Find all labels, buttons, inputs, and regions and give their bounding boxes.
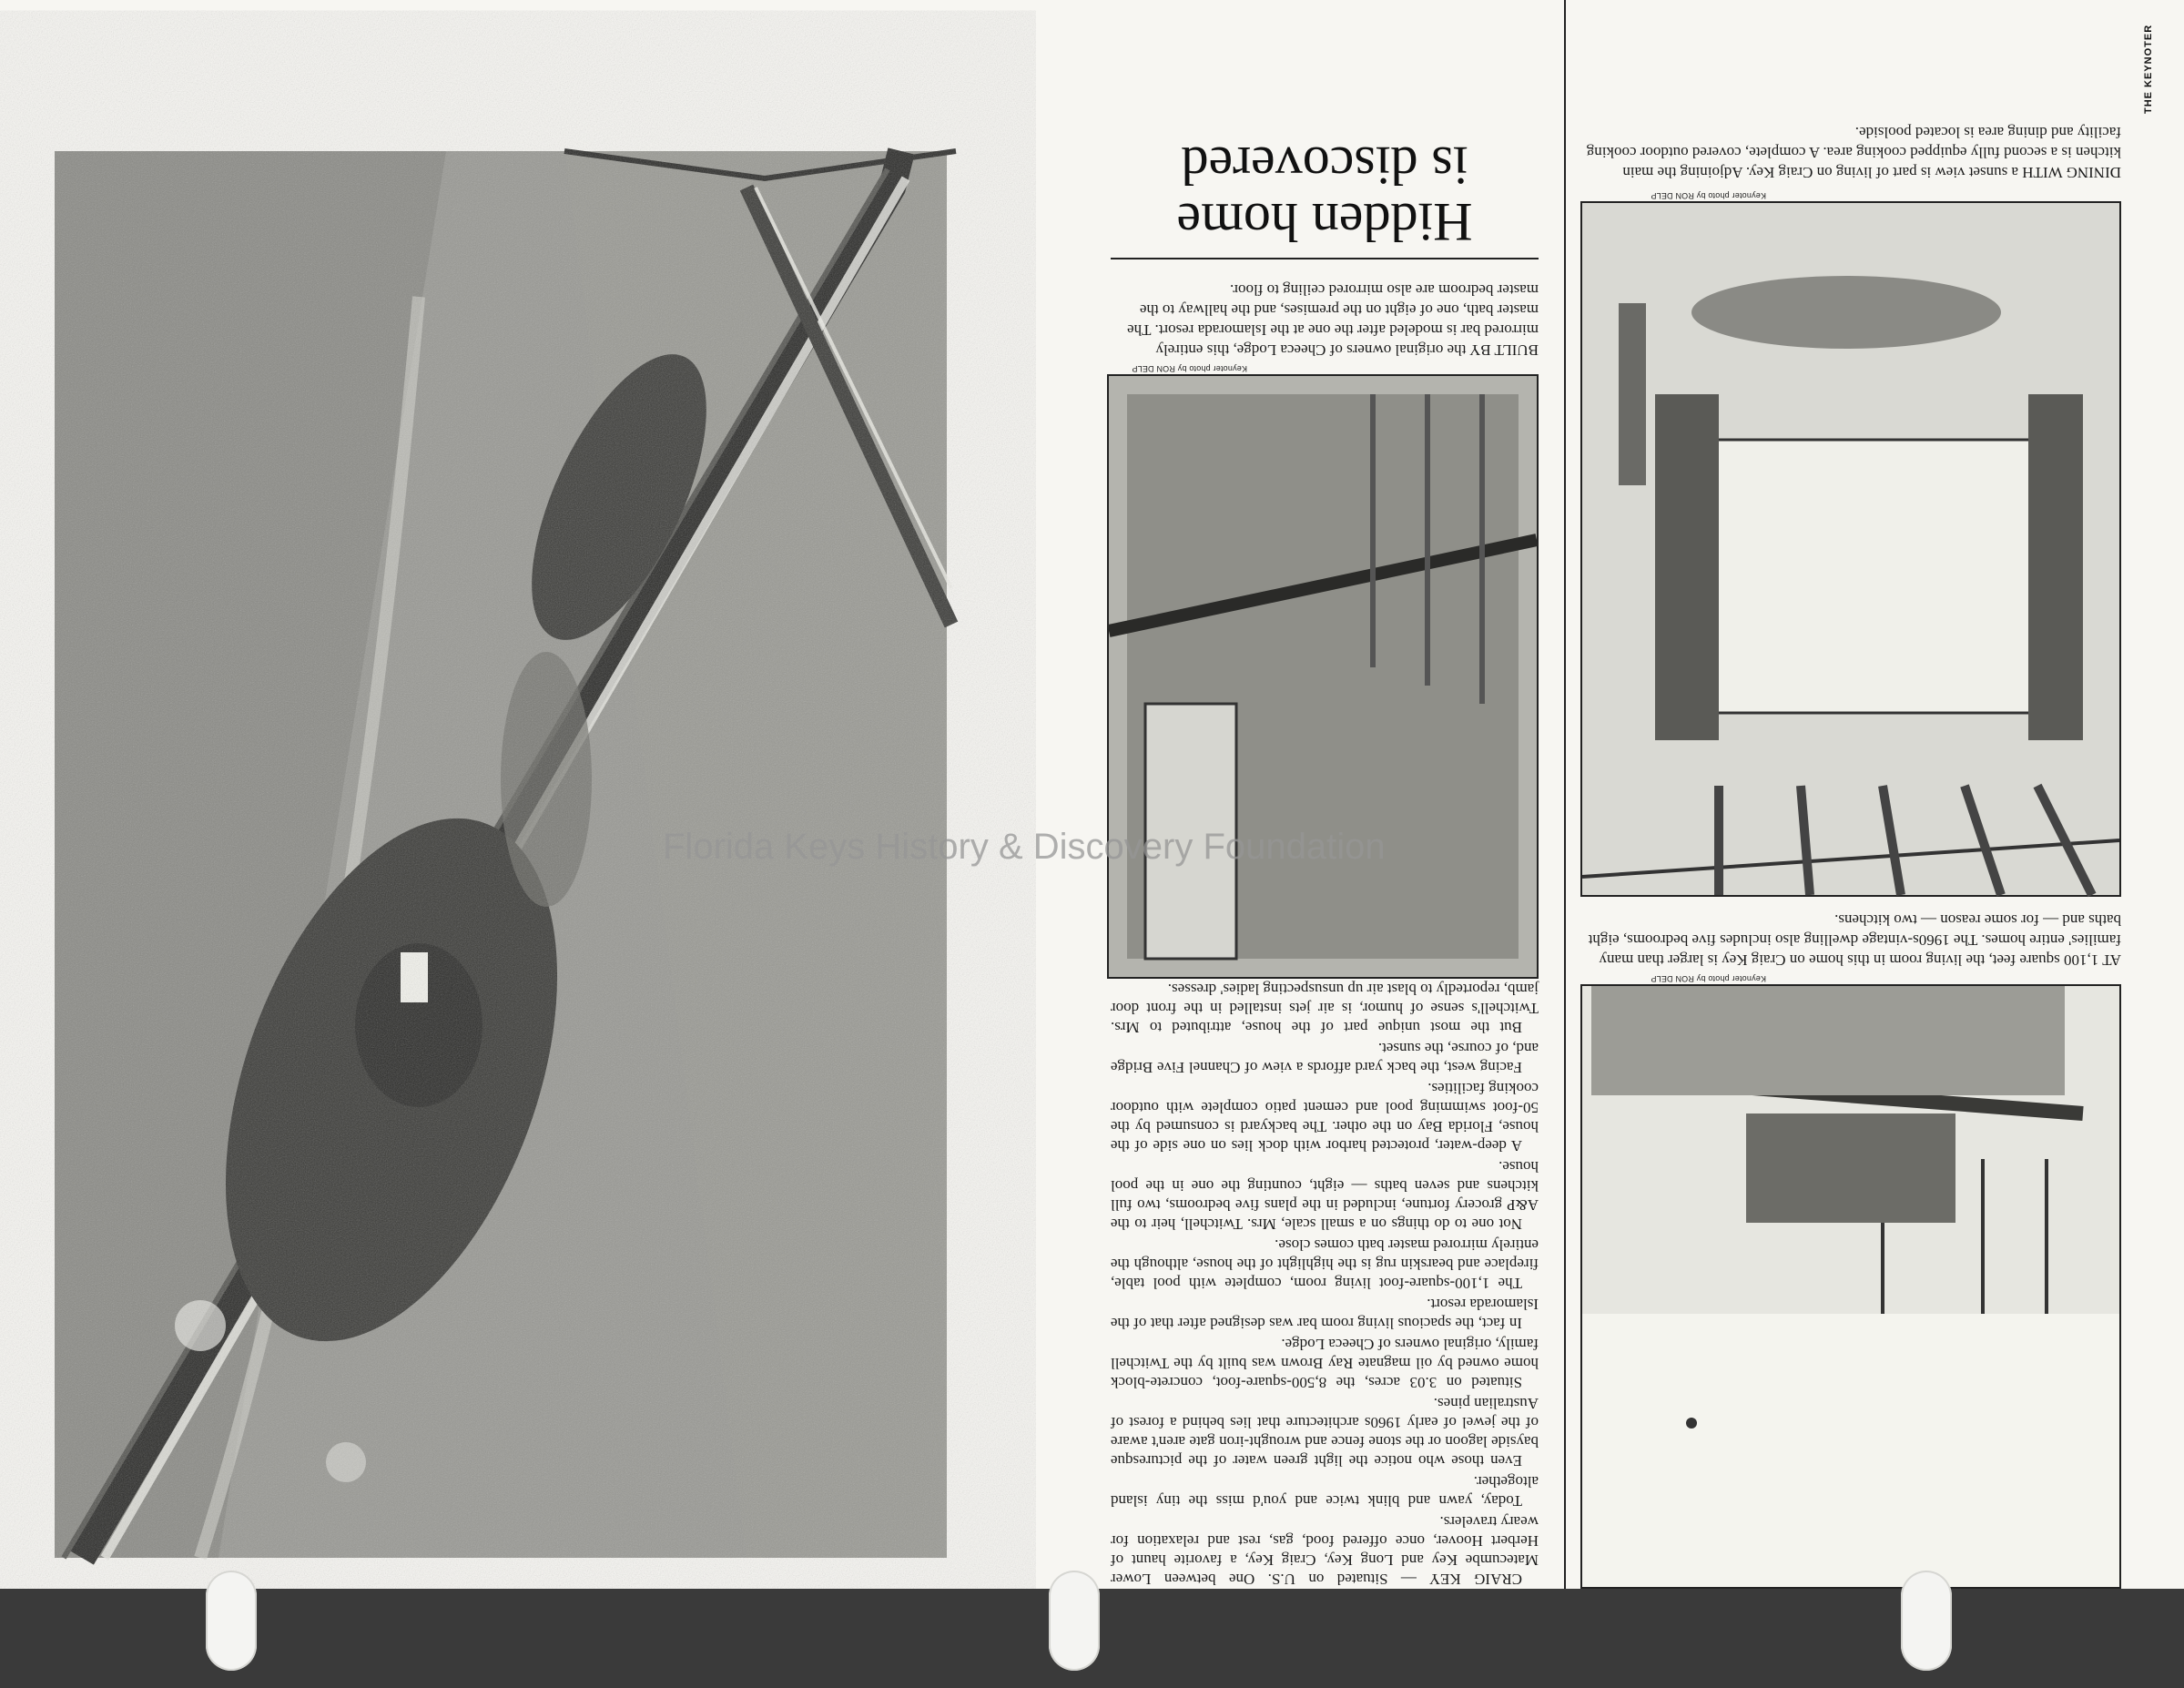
- story-paragraph: In fact, the spacious living room bar was designed after that of the Islamorada resort.: [1111, 1296, 1539, 1332]
- dining-photo-graphic: [1582, 203, 2119, 895]
- punch-hole-right: [1901, 1571, 1952, 1671]
- photo-column: [1566, 0, 2154, 1589]
- story-paragraph: Situated on 3.03 acres, the 8,500-square-foot, concrete-block home owned by oil magnate Ray Brown was built by the Twitchell family, original owners of Cheeca Lodge.: [1111, 1336, 1539, 1391]
- bar-photo-graphic: [1109, 376, 1537, 977]
- story-paragraph: But the most unique part of the house, attributed to Mrs. Twitchell's sense of humor, is air jets installed in the front door jamb, reportedly to blast air up unsuspecting ladies' dresses.: [1111, 981, 1539, 1036]
- headline-rule: [1111, 258, 1539, 259]
- story-paragraph: CRAIG KEY — Situated on U.S. One between Lower Matecumbe Key and Long Key, Craig Key, a favorite haunt of Herbert Hoover, once offered food, gas, rest and relaxation for weary travelers.: [1111, 1513, 1539, 1588]
- dining-caption: DINING WITH a sunset view is part of living on Craig Key. Adjoining the main kitchen is a second fully equipped cooking area. A complete, covered outdoor cooking facility and dining area is located poolside.: [1586, 124, 2121, 181]
- living-room-photo-graphic: [1582, 986, 2119, 1587]
- newspaper-clipping: [947, 0, 2154, 1589]
- living-caption: AT 1,100 square feet, the living room in this home on Craig Key is larger than many families' entire homes. The 1960s-vintage dwelling also includes five bedrooms, eight baths and — for some reason — two kitchens.: [1588, 911, 2121, 969]
- dining-photo: [1580, 201, 2121, 897]
- masthead: THE KEYNOTER: [2143, 24, 2154, 114]
- living-photo-credit: Keynoter photo by RON DELP: [1651, 974, 1766, 983]
- bar-photo: [1107, 374, 1539, 979]
- headline-line-1: Hidden home: [1176, 192, 1473, 252]
- story-paragraph: Today, yawn and blink twice and you'd miss the tiny island altogether.: [1111, 1473, 1539, 1510]
- dining-photo-credit: Keynoter photo by RON DELP: [1651, 191, 1766, 200]
- headline: [1111, 137, 1539, 250]
- story-body: [1111, 981, 1539, 1589]
- bar-photo-credit: Keynoter photo by RON DELP: [1132, 364, 1247, 373]
- story-paragraph: Even those who notice the light green water of the picturesque bayside lagoon or the stone fence and wrought-iron gate aren't aware of the jewel of early 1960s architecture that lies behind a forest of Australian pines.: [1111, 1395, 1539, 1469]
- story-paragraph: The 1,100-square-foot living room, complete with pool table, fireplace and bearskin rug is the highlight of the house, although the entirely mirrored master bath comes close.: [1111, 1236, 1539, 1292]
- story-column: [1083, 0, 1548, 1589]
- headline-line-2: is discovered: [1181, 136, 1468, 196]
- story-paragraph: A deep-water, protected harbor with dock lies on one side of the house, Florida Bay on the other. The backyard is consumed by the 50-foot swimming pool and cement patio complete with outdoor cooking facilities.: [1111, 1080, 1539, 1154]
- story-paragraph: Not one to do things on a small scale, Mrs. Twitchell, heir to the A&P grocery fortune, included in the plans five bedrooms, two full kitchens and seven baths — eight, counting the one in the pool house.: [1111, 1158, 1539, 1233]
- story-paragraph: Facing west, the back yard affords a view of Channel Five Bridge and, of course, the sunset.: [1111, 1040, 1539, 1076]
- punch-hole-left: [206, 1571, 257, 1671]
- living-room-photo: [1580, 984, 2121, 1589]
- bar-caption: BUILT BY the original owners of Cheeca Lodge, this entirely mirrored bar is modeled after the one at the Islamorada resort. The master bath, one of eight on the premises, and the hallway to the master bedroom are also mirrored ceiling to floor.: [1127, 281, 1539, 359]
- punch-hole-middle: [1049, 1571, 1100, 1671]
- watermark: Florida Keys History & Discovery Foundation: [663, 827, 1386, 867]
- column-rule: [1564, 0, 1566, 1589]
